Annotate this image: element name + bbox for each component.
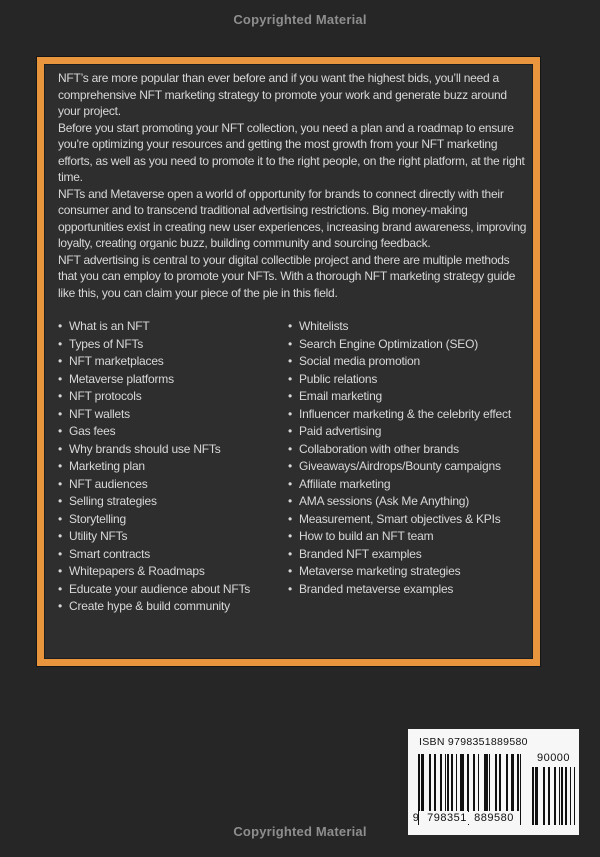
topic-item: • NFT marketplaces [58,353,288,371]
isbn-label: ISBN 9798351889580 [419,736,528,748]
topic-item: • Measurement, Smart objectives & KPIs [288,511,527,529]
topic-item: • NFT audiences [58,476,288,494]
topic-item: • NFT protocols [58,388,288,406]
ean13-barcode [418,754,521,811]
topic-item: • Search Engine Optimization (SEO) [288,336,527,354]
topic-item: • Giveaways/Airdrops/Bounty campaigns [288,458,527,476]
blurb-paragraph-4: NFT advertising is central to your digital collectible project and there are multiple methods that you can employ to promote your NFTs. With a thorough NFT marketing strategy guide like this, you can claim your piece of the pie in this field. [58,252,516,300]
blurb-paragraph-3: NFTs and Metaverse open a world of opportunity for brands to connect directly with their consumer and to transcend traditional advertising restrictions. Big money-making opportunities exist in creating new user experiences, increasing brand awareness, improving loyalty, creating organic buzz, building community and sourcing feedback. [58,186,527,250]
topic-item: • Email marketing [288,388,527,406]
ean13-digits [410,812,524,824]
copyright-watermark-bottom: Copyrighted Material [233,824,367,839]
topic-item: • Utility NFTs [58,528,288,546]
topic-item: • Marketing plan [58,458,288,476]
blurb-text [58,70,527,301]
topic-item: • Social media promotion [288,353,527,371]
topic-item: • Smart contracts [58,546,288,564]
ean13-digit-group-2: 889580 [472,812,516,824]
topic-item: • Create hype & build community [58,598,288,616]
topic-item: • Types of NFTs [58,336,288,354]
barcode-panel [408,729,579,835]
ean13-digit-leading: 9 [412,812,420,824]
topic-item: • Whitelists [288,318,527,336]
topic-item: • NFT wallets [58,406,288,424]
topic-item: • Paid advertising [288,423,527,441]
topic-item: • AMA sessions (Ask Me Anything) [288,493,527,511]
topic-item: • Selling strategies [58,493,288,511]
supplement-code-label: 90000 [536,752,571,764]
topics-column-right [288,318,527,616]
topic-item: • Branded metaverse examples [288,581,527,599]
topic-item: • Whitepapers & Roadmaps [58,563,288,581]
book-back-cover-panel [37,57,540,666]
topic-item: • How to build an NFT team [288,528,527,546]
topic-item: • Influencer marketing & the celebrity effect [288,406,527,424]
supplement-barcode [532,767,575,825]
topic-item: • Branded NFT examples [288,546,527,564]
topic-item: • Storytelling [58,511,288,529]
topic-item: • Collaboration with other brands [288,441,527,459]
topic-item: • Metaverse marketing strategies [288,563,527,581]
topic-item: • Educate your audience about NFTs [58,581,288,599]
topic-item: • Metaverse platforms [58,371,288,389]
copyright-watermark-top: Copyrighted Material [233,12,367,27]
topic-item: • Gas fees [58,423,288,441]
ean13-digit-group-1: 798351 [425,812,469,824]
blurb-paragraph-2: Before you start promoting your NFT collection, you need a plan and a roadmap to ensure you're optimizing your resources and getting the most growth from your NFT marketing efforts, as well as you need to promote it to the right people, on the right platform, at the right time. [58,120,525,184]
blurb-paragraph-1: NFT’s are more popular than ever before and if you want the highest bids, you’ll need a comprehensive NFT marketing strategy to promote your work and generate buzz around your project. [58,71,507,118]
topic-item: • Affiliate marketing [288,476,527,494]
topics-column-left [58,318,288,616]
topics-columns [58,318,527,616]
topic-item: • Why brands should use NFTs [58,441,288,459]
topic-item: • What is an NFT [58,318,288,336]
topic-item: • Public relations [288,371,527,389]
